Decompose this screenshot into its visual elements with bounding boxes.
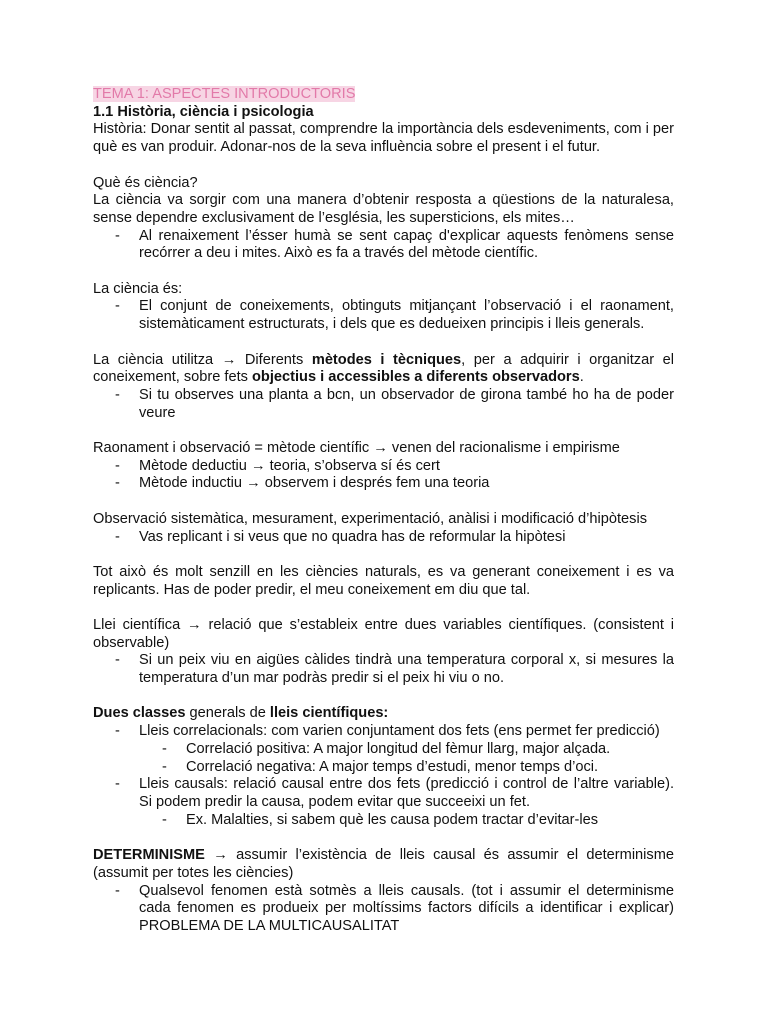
llei-paragraph: Llei científica → relació que s’estableix entre dues variables científiques. (consistent i observable) xyxy=(93,616,674,651)
sub-list-item: - Correlació negativa: A major temps d’estudi, menor temps d’oci. xyxy=(162,758,599,775)
list-item: - Al renaixement l’ésser humà se sent capaç d'explicar aquests fenòmens sense recórrer a deu i mites. Això es fa a través del mètode científic. xyxy=(115,227,674,262)
bullet-dash: - xyxy=(115,386,120,403)
bullet-dash: - xyxy=(115,528,120,545)
list-item: - El conjunt de coneixements, obtinguts mitjançant l’observació i el raonament, sistemàticament estructurats, i dels que es dedueixen principis i lleis generals. xyxy=(115,298,674,333)
bullet-dash: - xyxy=(115,475,120,492)
bullet-dash: - xyxy=(115,723,120,740)
bullet-dash: - xyxy=(162,758,167,775)
bullet-dash: - xyxy=(162,811,167,828)
bullet-dash: - xyxy=(115,227,120,244)
list-item: - Qualsevol fenomen està sotmès a lleis causals. (tot i assumir el determinisme cada fenomen es produeix per moltíssims factors difícils a identificar i explicar) PROBLEMA DE LA MULTICAUSALITAT xyxy=(115,882,674,934)
bullet-dash: - xyxy=(115,652,120,669)
utilitza-paragraph: La ciència utilitza → Diferents mètodes i tècniques, per a adquirir i organitzar el coneixement, sobre fets objectius i accessibles a diferents observadors. xyxy=(93,351,674,386)
bullet-dash: - xyxy=(115,457,120,474)
list-item: - Mètode deductiu → teoria, s’observa sí és cert xyxy=(115,457,440,474)
bullet-dash: - xyxy=(115,776,120,793)
observacio-paragraph: Observació sistemàtica, mesurament, experimentació, anàlisi i modificació d’hipòtesis xyxy=(93,510,647,527)
section-heading: 1.1 Història, ciència i psicologia xyxy=(93,103,314,120)
historia-paragraph: Història: Donar sentit al passat, comprendre la importància dels esdeveniments, com i per què es van produir. Adonar-nos de la seva influència sobre el present i el futur. xyxy=(93,121,674,156)
sub-list-item: - Ex. Malalties, si sabem què les causa podem tractar d’evitar-les xyxy=(162,811,599,828)
raonament-paragraph: Raonament i observació = mètode científic → venen del racionalisme i empirisme xyxy=(93,440,620,456)
que-es-ciencia-heading: Què és ciència? xyxy=(93,174,198,191)
senzill-paragraph: Tot això és molt senzill en les ciències naturals, es va generant coneixement i es va replicants. Has de poder predir, el meu coneixement em diu que tal. xyxy=(93,563,674,598)
list-item: - Si un peix viu en aigües càlides tindrà una temperatura corporal x, si mesures la temperatura d’un mar podràs predir si el peix hi viu o no. xyxy=(115,652,674,687)
list-item: - Vas replicant i si veus que no quadra has de reformular la hipòtesi xyxy=(115,528,566,545)
list-item: - Lleis causals: relació causal entre dos fets (predicció i control de l’altre variable). Si podem predir la causa, podem evitar que succeeixi un fet. xyxy=(115,776,674,810)
list-item: - Lleis correlacionals: com varien conjuntament dos fets (ens permet fer predicció) xyxy=(115,723,660,740)
bullet-dash: - xyxy=(115,882,120,899)
que-es-ciencia-paragraph: La ciència va sorgir com una manera d’obtenir resposta a qüestions de la naturalesa, sense dependre exclusivament de l’església, les supersticions, els mites… xyxy=(93,192,674,226)
la-ciencia-es-heading: La ciència és: xyxy=(93,280,183,297)
bullet-dash: - xyxy=(115,298,120,315)
list-item: - Si tu observes una planta a bcn, un observador de girona també ho ha de poder veure xyxy=(115,386,674,421)
document-body xyxy=(93,86,674,936)
topic-title: TEMA 1: ASPECTES INTRODUCTORIS xyxy=(93,86,356,102)
list-item: - Mètode inductiu → observem i després fem una teoria xyxy=(115,475,490,492)
bullet-dash: - xyxy=(162,740,167,757)
dues-classes-heading: Dues classes generals de lleis científiques: xyxy=(93,705,389,722)
sub-list-item: - Correlació positiva: A major longitud del fèmur llarg, major alçada. xyxy=(162,740,611,757)
determinisme-paragraph: DETERMINISME → assumir l’existència de lleis causal és assumir el determinisme (assumit per totes les ciències) xyxy=(93,847,674,881)
